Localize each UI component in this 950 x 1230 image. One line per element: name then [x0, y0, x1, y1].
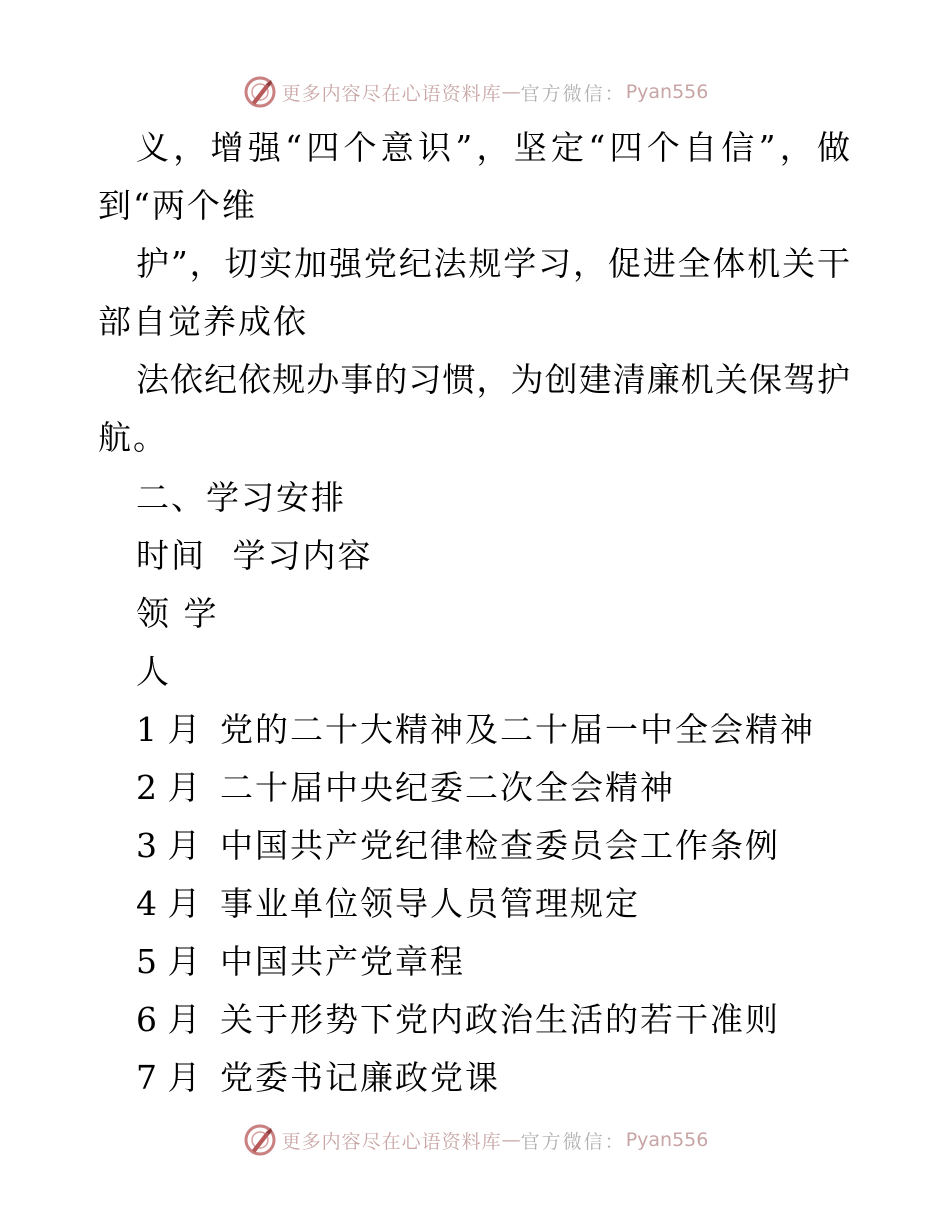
row-month: 6 月 [136, 1000, 201, 1039]
paragraph-1-line-1: 义，增强“四个意识”，坚定“四个自信”，做 [136, 128, 850, 167]
watermark-wechat-id: Pyan556 [625, 1129, 709, 1151]
row-content: 中国共产党章程 [220, 942, 465, 981]
row-content: 关于形势下党内政治生活的若干准则 [220, 1000, 780, 1039]
table-header-content: 学习内容 [232, 536, 373, 575]
pen-nib-seal-icon [242, 1122, 278, 1158]
table-header-leader-part-2: 人 [136, 652, 171, 691]
row-content: 中国共产党纪律检查委员会工作条例 [220, 826, 780, 865]
watermark-site-name: 更多内容尽在心语资料库 [281, 82, 502, 105]
table-row [136, 710, 815, 750]
watermark-official-label: 官方微信： [520, 82, 626, 105]
paragraph-2-line-2: 部自觉养成依 [98, 302, 308, 341]
table-row [136, 826, 780, 866]
table-row [136, 884, 640, 924]
paragraph-3-line-1: 法依纪依规办事的习惯，为创建清廉机关保驾护 [136, 360, 850, 399]
table-row [136, 768, 675, 808]
table-header-time: 时间 [136, 536, 206, 575]
watermark-official-label: 官方微信： [520, 1130, 626, 1153]
section-heading: 二、学习安排 [136, 478, 346, 517]
table-row [136, 1058, 500, 1098]
row-month: 4 月 [136, 884, 201, 923]
header-watermark [0, 70, 950, 114]
paragraph-1-line-2: 到“两个维 [98, 186, 257, 225]
row-content: 事业单位领导人员管理规定 [220, 884, 640, 923]
table-row [136, 1000, 780, 1040]
row-month: 1 月 [136, 710, 201, 749]
table-row [136, 942, 465, 982]
row-month: 5 月 [136, 942, 201, 981]
watermark-dash: — [501, 1129, 521, 1151]
footer-watermark [0, 1118, 950, 1162]
row-content: 二十届中央纪委二次全会精神 [220, 768, 675, 807]
row-month: 7 月 [136, 1058, 201, 1097]
table-header-leader-part-1: 领 学 [136, 594, 219, 633]
watermark-wechat-id: Pyan556 [625, 81, 709, 103]
pen-nib-seal-icon [242, 74, 278, 110]
paragraph-3-line-2: 航。 [98, 418, 168, 457]
watermark-site-name: 更多内容尽在心语资料库 [281, 1130, 502, 1153]
row-month: 3 月 [136, 826, 201, 865]
row-content: 党委书记廉政党课 [220, 1058, 500, 1097]
row-content: 党的二十大精神及二十届一中全会精神 [220, 710, 815, 749]
paragraph-2-line-1: 护”，切实加强党纪法规学习，促进全体机关干 [136, 244, 850, 283]
table-header-row [136, 536, 373, 576]
row-month: 2 月 [136, 768, 201, 807]
watermark-dash: — [501, 81, 521, 103]
